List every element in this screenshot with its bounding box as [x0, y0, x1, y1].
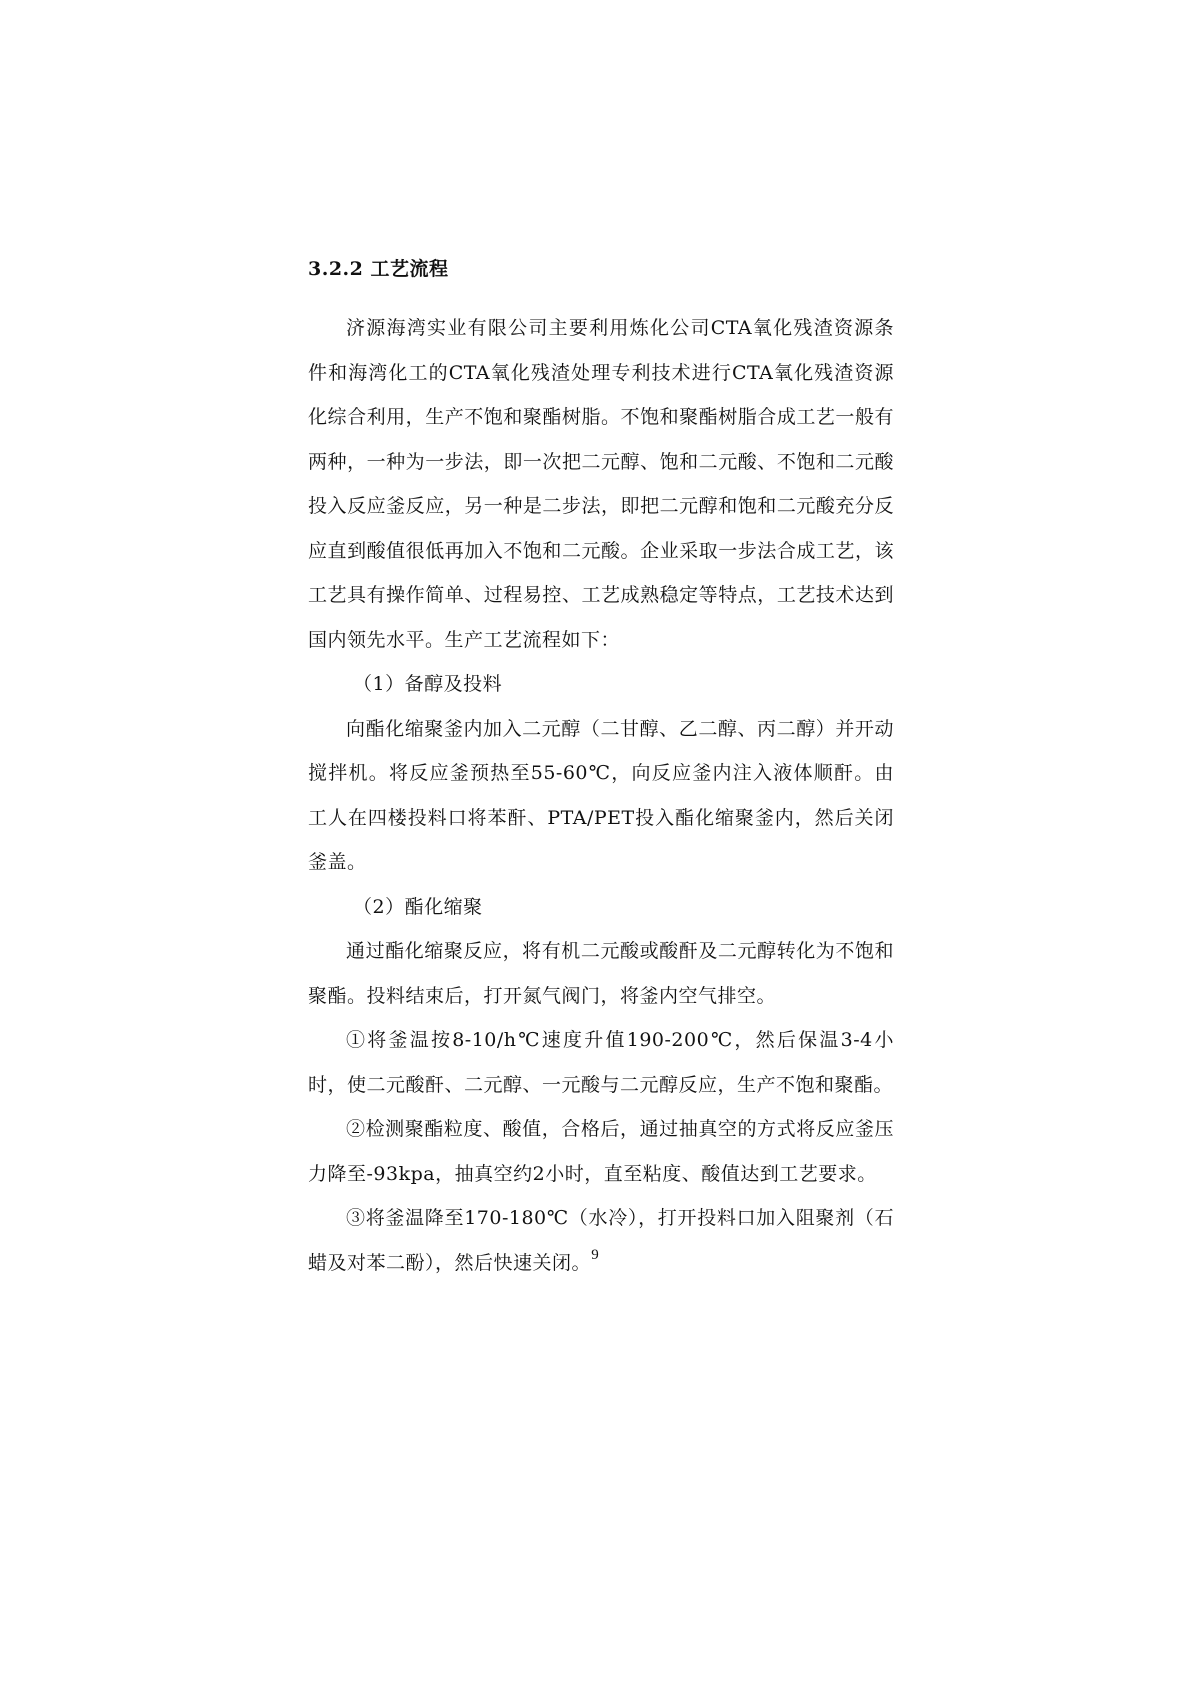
subheading-step-1: （1）备醇及投料	[353, 673, 503, 695]
paragraph-substep-2: ②检测聚酯粒度、酸值，合格后，通过抽真空的方式将反应釜压力降至-93kpa，抽真空约2小时，直至粘度、酸值达到工艺要求。	[308, 1118, 894, 1185]
paragraph-intro: 济源海湾实业有限公司主要利用炼化公司CTA氧化残渣资源条件和海湾化工的CTA氧化残渣处理专利技术进行CTA氧化残渣资源化综合利用，生产不饱和聚酯树脂。不饱和聚酯树脂合成工艺一般有两种，一种为一步法，即一次把二元醇、饱和二元酸、不饱和二元酸投入反应釜反应，另一种是二步法，即把二元醇和饱和二元酸充分反应直到酸值很低再加入不饱和二元酸。企业采取一步法合成工艺，该工艺具有操作简单、过程易控、工艺成熟稳定等特点，工艺技术达到国内领先水平。生产工艺流程如下：	[308, 317, 894, 651]
page-number: 9	[591, 1247, 599, 1263]
paragraph-step-1: 向酯化缩聚釜内加入二元醇（二甘醇、乙二醇、丙二醇）并开动搅拌机。将反应釜预热至55-60℃，向反应釜内注入液体顺酐。由工人在四楼投料口将苯酐、PTA/PET投入酯化缩聚釜内，然后关闭釜盖。	[308, 717, 894, 873]
subheading-step-2: （2）酯化缩聚	[353, 895, 483, 918]
page-content	[308, 254, 894, 1285]
paragraph-substep-1: ①将釜温按8-10/h℃速度升值190-200℃，然后保温3-4小时，使二元酸酐、二元醇、一元酸与二元醇反应，生产不饱和聚酯。	[308, 1029, 894, 1096]
section-heading: 3.2.2 工艺流程	[308, 258, 449, 280]
paragraph-substep-3: ③将釜温降至170-180℃（水冷），打开投料口加入阻聚剂（石蜡及对苯二酚），然后快速关闭。	[308, 1207, 894, 1274]
paragraph-step-2: 通过酯化缩聚反应，将有机二元酸或酸酐及二元醇转化为不饱和聚酯。投料结束后，打开氮气阀门，将釜内空气排空。	[308, 940, 894, 1007]
